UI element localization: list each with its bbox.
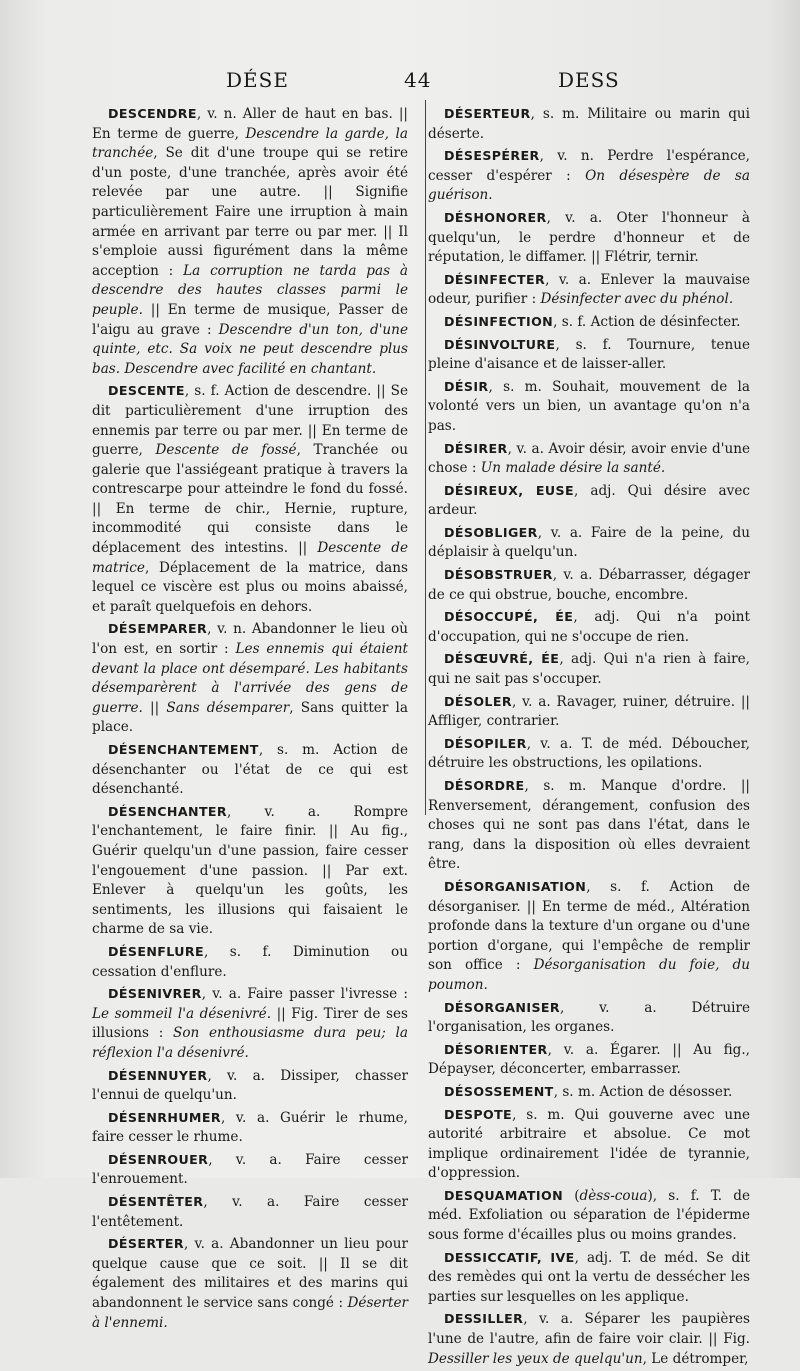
- entry-example: La corruption ne tarda pas à descendre des hautes classes parmi le peuple.: [92, 262, 408, 318]
- entry-headword: DESCENTE: [108, 383, 185, 399]
- entry-text: , v. a. Enlever la mauvaise odeur, purifier :: [428, 271, 750, 308]
- entry-text: , v. n. Abandonner le lieu où l'on est, en sortir :: [92, 621, 408, 658]
- dictionary-entry: [428, 1186, 750, 1246]
- dictionary-entry: [428, 377, 750, 437]
- entry-text: , Le détromper,: [642, 1350, 749, 1367]
- dictionary-entry: [428, 649, 750, 689]
- entry-text: , v. a. Ravager, ruiner, détruire. || Affliger, contrarier.: [428, 693, 750, 730]
- entry-headword: DÉSORGANISER: [444, 999, 561, 1015]
- entry-text: , v. a. Détruire l'organisation, les organes.: [428, 999, 750, 1036]
- dictionary-entry: [428, 877, 750, 996]
- entry-example: Désinfecter avec du phénol.: [540, 291, 734, 308]
- dictionary-entry: [428, 734, 750, 774]
- entry-example: Descente de matrice: [92, 540, 408, 576]
- entry-example: Sans désemparer: [166, 699, 290, 716]
- entry-text: , v. a. Égarer. || Au fig., Dépayser, déconcerter, embarrasser.: [428, 1041, 750, 1078]
- entry-headword: DÉSOBSTRUER: [444, 567, 553, 583]
- entry-example: Les ennemis qui étaient devant la place ont désemparé. Les habitants désemparèrent à l'arrivée des gens de guerre.: [92, 641, 409, 716]
- dictionary-entry: [428, 692, 750, 732]
- dictionary-entry: [92, 381, 408, 617]
- entry-text: , v. a. Oter l'honneur à quelqu'un, le perdre d'honneur et de réputation, le diffamer. || Flétrir, ternir.: [428, 209, 750, 266]
- entry-text: , Tranchée ou galerie que l'assiégeant pratique à travers la contrescarpe pour atteindre le fond du fossé. || En terme de chir., Hernie, rupture, incommodité qui consiste dans le déplacement des intestins. ||: [92, 442, 408, 557]
- entry-text: , v. a. Abandonner un lieu pour quelque cause que ce soit. || Il se dit également des militaires et des marins qui abandonnent le service sans congé :: [92, 1236, 408, 1312]
- entry-example: Descendre la garde, la tranchée: [92, 125, 408, 162]
- entry-example: Le sommeil l'a désenivré.: [92, 1005, 272, 1022]
- entry-headword: DÉSOBLIGER: [444, 524, 538, 540]
- dictionary-entry: [428, 1082, 750, 1103]
- entry-headword: DESPOTE: [444, 1106, 513, 1122]
- entry-text: , s. m. Souhait, mouvement de la volonté vers un bien, un avantage qu'on n'a pas.: [428, 378, 750, 434]
- entry-text: , adj. Qui n'a point d'occupation, qui ne s'occupe de rien.: [428, 609, 750, 645]
- entry-headword: DESSILLER: [444, 1311, 524, 1327]
- entry-text: , s. f. Action de descendre. || Se dit particulièrement d'une irruption des ennemis par terre ou par mer. || En terme de guerre,: [92, 383, 408, 459]
- running-head-left: DÉSE: [226, 68, 289, 92]
- dictionary-entry: [428, 335, 750, 375]
- entry-headword: DÉSEMPARER: [108, 621, 208, 637]
- entry-text: , s. m. Militaire ou marin qui déserte.: [428, 106, 750, 142]
- entry-headword: DÉSENROUER: [108, 1151, 209, 1167]
- entry-example: Descente de fossé: [155, 442, 297, 459]
- dictionary-entry: [92, 1066, 408, 1106]
- entry-text: (: [563, 1187, 580, 1204]
- entry-headword: DÉSORIENTER: [444, 1041, 548, 1057]
- entry-text: , v. a. Faire passer l'ivresse :: [201, 986, 408, 1003]
- entry-example: On désespère de sa guérison.: [428, 167, 750, 204]
- dictionary-entry: [92, 1108, 408, 1148]
- entry-example: Désorganisation du foie, du poumon.: [428, 957, 750, 993]
- running-head-right: DESS: [558, 68, 620, 92]
- entry-headword: DÉSOSSEMENT: [444, 1083, 554, 1099]
- entry-headword: DÉSENCHANTEMENT: [108, 742, 259, 757]
- entry-headword: DÉSORGANISATION: [444, 878, 587, 894]
- entry-text: , adj. T. de méd. Se dit des remèdes qui ont la vertu de dessécher les parties sur lesquelles on les applique.: [428, 1249, 751, 1305]
- dictionary-entry: [92, 984, 408, 1063]
- entry-text: , adj. Qui désire avec ardeur.: [428, 482, 750, 519]
- entry-headword: DÉSOPILER: [444, 735, 527, 751]
- entry-text: , v. a. Faire de la peine, du déplaisir à quelqu'un.: [428, 524, 750, 561]
- entry-text: , s. m. Action de désenchanter ou l'état de ce qui est désenchanté.: [92, 742, 408, 798]
- dictionary-entry: [92, 942, 408, 982]
- entry-example: Déserter à l'ennemi.: [92, 1295, 408, 1331]
- entry-text: , s. f. Action de désinfecter.: [553, 313, 741, 330]
- dictionary-entry: [92, 104, 408, 379]
- entry-text: , s. f. Action de désorganiser. || En terme de méd., Altération profonde dans la texture d'un organe ou d'une portion d'organe, qui l'empêche de remplir son office :: [428, 878, 750, 974]
- dictionary-entry: [428, 312, 750, 333]
- entry-headword: DÉSERTEUR: [444, 106, 531, 121]
- dictionary-entry: [428, 607, 750, 647]
- dictionary-entry: [92, 740, 408, 800]
- entry-text: , v. n. Perdre l'espérance, cesser d'espérer :: [428, 148, 750, 184]
- entry-headword: DÉSINFECTION: [444, 313, 554, 329]
- entry-text: || En terme de musique, Passer de l'aigu au grave :: [92, 301, 408, 338]
- entry-headword: DESCENDRE: [108, 106, 197, 121]
- entry-headword: DÉSHONORER: [444, 209, 547, 225]
- dictionary-entry: [428, 998, 750, 1038]
- entry-text: , Se dit d'une troupe qui se retire d'un poste, d'une tranchée, après avoir été relevée par une autre. || Signifie particulièrement Faire une irruption à main armée en arrivant par terre ou par mer. || Il s'emploie aussi figurément dans la même acception :: [92, 145, 408, 279]
- entry-text: , v. a. Guérir le rhume, faire cesser le rhume.: [92, 1109, 408, 1146]
- entry-text: , v. n. Aller de haut en bas. || En terme de guerre,: [92, 106, 408, 142]
- entry-headword: DÉSENCHANTER: [108, 803, 228, 819]
- entry-example: dèss-coua: [579, 1187, 648, 1204]
- dictionary-entry: [428, 481, 750, 521]
- column-divider: [425, 100, 426, 815]
- entry-text: , v. a. Séparer les paupières l'une de l'autre, afin de faire voir clair. || Fig.: [428, 1311, 750, 1348]
- entry-example: Son enthousiasme dura peu; la réflexion l'a désenivré.: [92, 1025, 408, 1061]
- entry-text: ), s. f. T. de méd. Exfoliation ou séparation de l'épiderme sous forme d'écailles plus ou moins grandes.: [428, 1187, 751, 1244]
- entry-text: , v. a. Faire cesser l'enrouement.: [92, 1151, 408, 1188]
- entry-text: , Déplacement de la matrice, dans lequel ce viscère est plus ou moins abaissé, et paraît quelquefois en dehors.: [92, 559, 408, 615]
- entry-headword: DÉSINFECTER: [444, 271, 546, 287]
- page-number: 44: [404, 68, 432, 92]
- dictionary-entry: [92, 619, 408, 738]
- dictionary-entry: [428, 1040, 750, 1080]
- entry-headword: DÉSORDRE: [444, 778, 525, 793]
- entry-text: ||: [142, 699, 167, 716]
- dictionary-entry: [428, 208, 750, 268]
- dictionary-entry: [428, 439, 750, 479]
- entry-headword: DÉSOCCUPÉ, ÉE: [444, 609, 574, 625]
- dictionary-entry: [428, 1105, 750, 1184]
- dictionary-entry: [92, 1192, 408, 1232]
- dictionary-entry: [428, 104, 750, 144]
- entry-headword: DÉSERTER: [108, 1236, 184, 1252]
- dictionary-entry: [428, 523, 750, 563]
- entry-headword: DÉSENTÊTER: [108, 1194, 204, 1210]
- entry-headword: DÉSESPÉRER: [444, 148, 540, 164]
- entry-text: , v. a. Rompre l'enchantement, le faire finir. || Au fig., Guérir quelqu'un d'une passion, faire cesser l'engouement d'une passion. || Par ext. Enlever à quelqu'un les goûts, les sentiments, les illusions qui faisaient le charme de sa vie.: [92, 803, 408, 938]
- dictionary-entry: [92, 802, 408, 940]
- entry-headword: DESQUAMATION: [444, 1187, 564, 1203]
- entry-headword: DÉSIREUX, EUSE: [444, 482, 575, 498]
- entry-text: , Sans quitter la place.: [92, 699, 408, 736]
- dictionary-entry: [428, 1309, 750, 1369]
- entry-text: , adj. Qui n'a rien à faire, qui ne sait pas s'occuper.: [428, 651, 751, 688]
- entry-headword: DÉSIR: [444, 378, 489, 394]
- entry-text: , v. a. Débarrasser, dégager de ce qui obstrue, bouche, encombre.: [428, 567, 750, 603]
- entry-headword: DÉSIRER: [444, 440, 508, 456]
- dictionary-entry: [92, 1234, 408, 1333]
- entry-text: , v. a. Dissiper, chasser l'ennui de quelqu'un.: [92, 1067, 408, 1104]
- entry-headword: DÉSENFLURE: [108, 943, 204, 959]
- entry-text: , s. m. Manque d'ordre. || Renversement, dérangement, confusion des choses qui ne sont pas dans l'état, dans le rang, dans la disposition où elles devraient être.: [428, 778, 750, 873]
- entry-text: , v. a. Avoir désir, avoir envie d'une chose :: [428, 440, 750, 477]
- entry-text: , s. m. Action de désosser.: [553, 1083, 733, 1100]
- entry-example: Un malade désire la santé.: [480, 460, 666, 477]
- entry-headword: DÉSŒUVRÉ, ÉE: [444, 651, 560, 667]
- left-column: [92, 104, 408, 1335]
- entry-text: , s. f. Tournure, tenue pleine d'aisance et de laisser-aller.: [428, 336, 750, 373]
- dictionary-entry: [92, 1150, 408, 1190]
- dictionary-entry: [428, 1248, 750, 1308]
- entry-example: Dessiller les yeux de quelqu'un: [428, 1350, 643, 1367]
- entry-headword: DÉSENRHUMER: [108, 1109, 221, 1125]
- entry-headword: DESSICCATIF, IVE: [444, 1249, 575, 1265]
- dictionary-entry: [428, 565, 750, 605]
- entry-headword: DÉSENNUYER: [108, 1067, 208, 1083]
- dictionary-entry: [428, 270, 750, 310]
- entry-text: , v. a. T. de méd. Déboucher, détruire les obstructions, les opilations.: [428, 735, 750, 772]
- entry-text: , s. f. Diminution ou cessation d'enflure.: [92, 943, 408, 980]
- entry-text: , v. a. Faire cesser l'entêtement.: [92, 1194, 408, 1230]
- dictionary-entry: [428, 146, 750, 206]
- entry-headword: DÉSOLER: [444, 693, 512, 709]
- entry-headword: DÉSENIVRER: [108, 986, 202, 1002]
- entry-headword: DÉSINVOLTURE: [444, 336, 556, 352]
- dictionary-entry: [428, 776, 750, 875]
- entry-text: , s. m. Qui gouverne avec une autorité arbitraire et absolue. Ce mot implique ordinairement l'idée de tyrannie, d'oppression.: [428, 1106, 750, 1182]
- entry-example: Descendre d'un ton, d'une quinte, etc. Sa voix ne peut descendre plus bas. Descendre avec facilité en chantant.: [92, 321, 408, 377]
- right-column: [428, 104, 750, 1371]
- entry-text: || Fig. Tirer de ses illusions :: [92, 1005, 408, 1042]
